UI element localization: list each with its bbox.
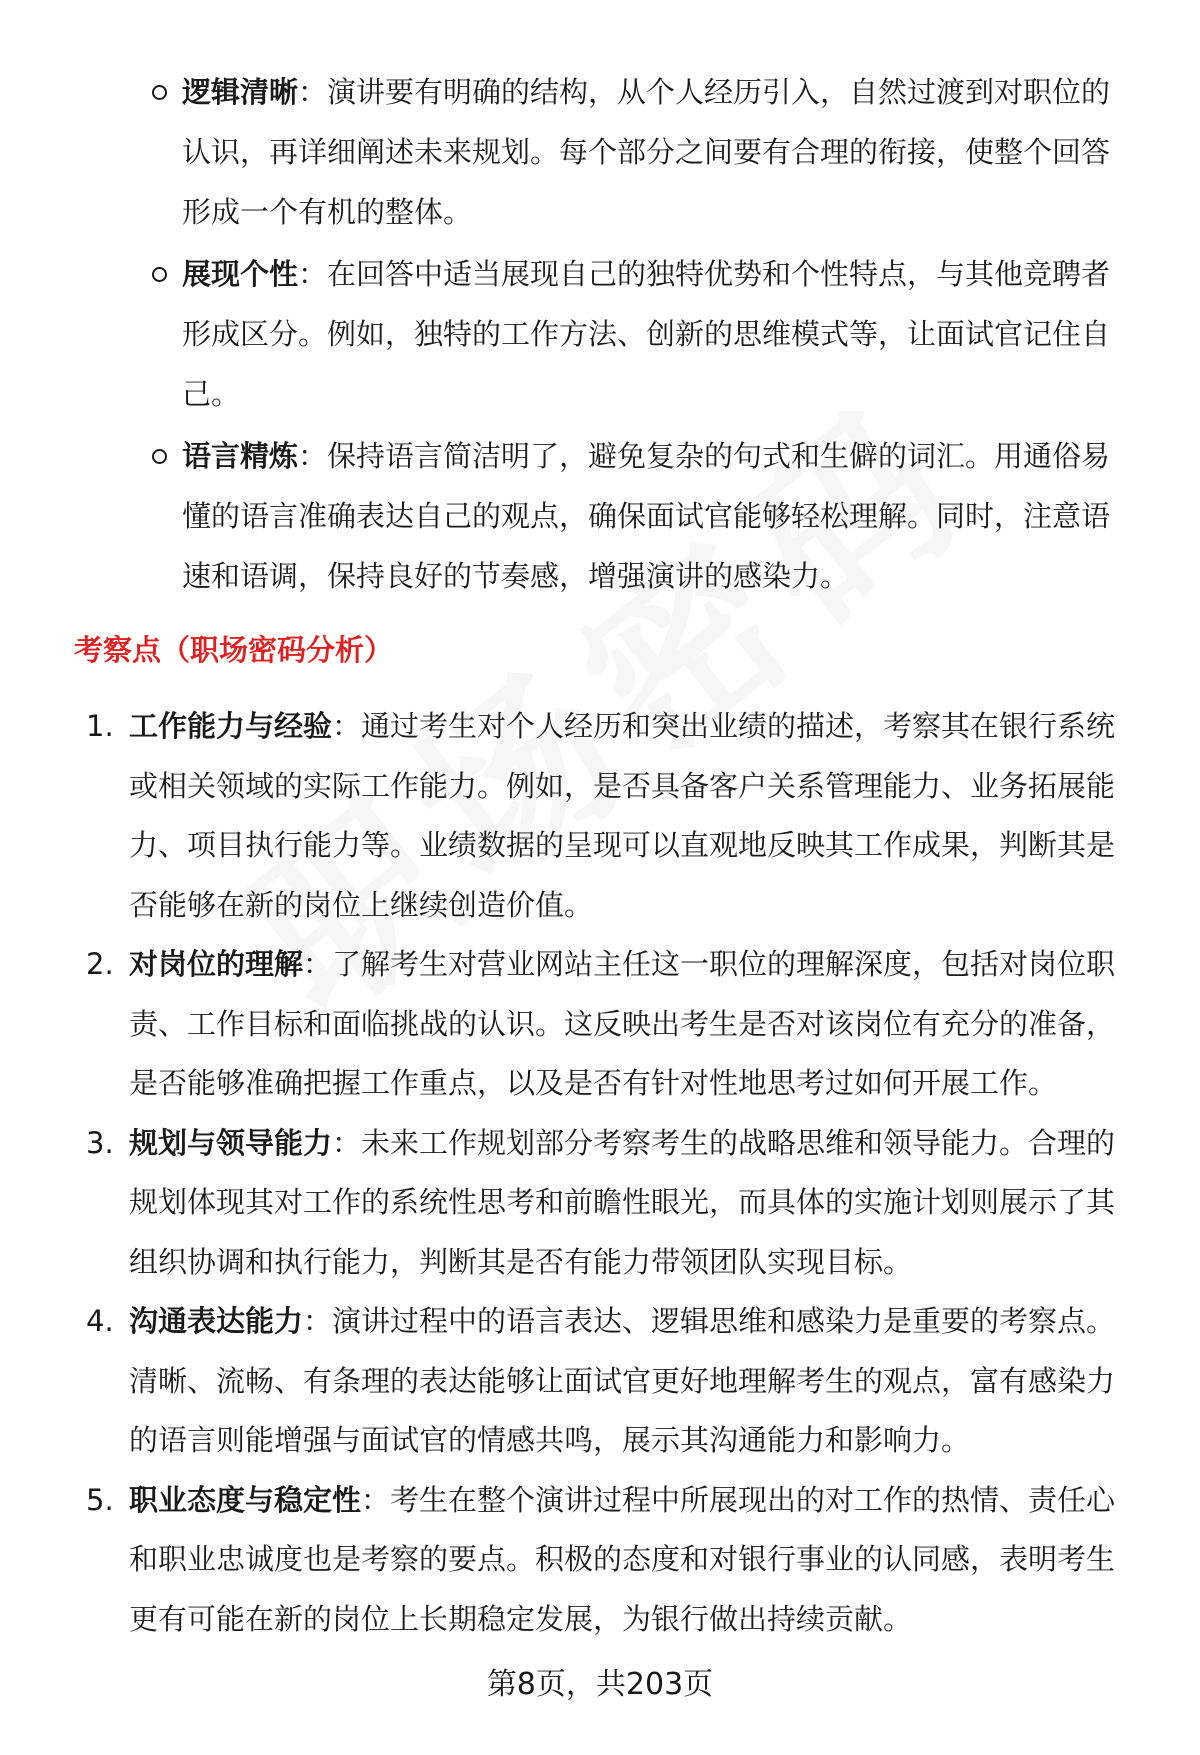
- hollow-bullet-icon: [152, 85, 167, 100]
- list-item: [148, 426, 1138, 606]
- item-text: ：未来工作规划部分考察考生的战略思维和领导能力。合理的规划体现其对工作的系统性思考和前瞻性眼光，而具体的实施计划则展示了其组织协调和执行能力，判断其是否有能力带领团队实现目标。: [129, 1125, 1116, 1279]
- list-item: [78, 697, 1143, 935]
- item-text: ：通过考生对个人经历和突出业绩的描述，考察其在银行系统或相关领域的实际工作能力。例如，是否具备客户关系管理能力、业务拓展能力、项目执行能力等。业绩数据的呈现可以直观地反映其工作成果，判断其是否能够在新的岗位上继续创造价值。: [129, 709, 1116, 922]
- item-text: ：考生在整个演讲过程中所展现出的对工作的热情、责任心和职业忠诚度也是考察的要点。积极的态度和对银行事业的认同感，表明考生更有可能在新的岗位上长期稳定发展，为银行做出持续贡献。: [129, 1482, 1116, 1636]
- item-text: ：了解考生对营业网站主任这一职位的理解深度，包括对岗位职责、工作目标和面临挑战的认识。这反映出考生是否对该岗位有充分的准备，是否能够准确把握工作重点，以及是否有针对性地思考过如何开展工作。: [129, 947, 1116, 1100]
- item-number: 1.: [86, 709, 114, 743]
- list-item: [148, 244, 1138, 424]
- item-number: 4.: [86, 1304, 114, 1338]
- page-footer: 第8页，共203页: [486, 1667, 714, 1702]
- item-text: ：演讲过程中的语言表达、逻辑思维和感染力是重要的考察点。清晰、流畅、有条理的表达能够让面试官更好地理解考生的观点，富有感染力的语言则能增强与面试官的情感共鸣，展示其沟通能力和影响力。: [129, 1304, 1116, 1457]
- item-term: 对岗位的理解: [129, 947, 304, 981]
- item-number: 5.: [86, 1482, 114, 1517]
- section-title: 考察点（职场密码分析）: [74, 633, 394, 667]
- item-number: 3.: [86, 1125, 114, 1160]
- item-term: 工作能力与经验: [129, 709, 333, 743]
- list-item: [78, 1292, 1143, 1471]
- bullet-term: 语言精炼: [182, 439, 299, 473]
- bullet-text: ：保持语言简洁明了，避免复杂的句式和生僻的词汇。用通俗易懂的语言准确表达自己的观点，确保面试官能够轻松理解。同时，注意语速和语调，保持良好的节奏感，增强演讲的感染力。: [182, 439, 1111, 593]
- list-item: [78, 1114, 1143, 1293]
- numbered-list: [78, 697, 1143, 1649]
- bullet-text: ：在回答中适当展现自己的独特优势和个性特点，与其他竞聘者形成区分。例如，独特的工作方法、创新的思维模式等，让面试官记住自己。: [182, 257, 1111, 411]
- bullet-term: 展现个性: [182, 257, 299, 291]
- bullet-term: 逻辑清晰: [182, 75, 299, 109]
- list-item: [78, 935, 1143, 1114]
- hollow-bullet-icon: [152, 449, 167, 464]
- item-term: 沟通表达能力: [129, 1304, 304, 1338]
- hollow-bullet-icon: [152, 267, 167, 282]
- item-term: 职业态度与稳定性: [129, 1482, 362, 1517]
- list-item: [148, 62, 1138, 242]
- item-term: 规划与领导能力: [129, 1125, 333, 1160]
- bullet-text: ：演讲要有明确的结构，从个人经历引入，自然过渡到对职位的认识，再详细阐述未来规划。每个部分之间要有合理的衔接，使整个回答形成一个有机的整体。: [182, 75, 1111, 229]
- item-number: 2.: [86, 947, 114, 981]
- list-item: [78, 1471, 1143, 1650]
- bullet-list: [148, 62, 1138, 608]
